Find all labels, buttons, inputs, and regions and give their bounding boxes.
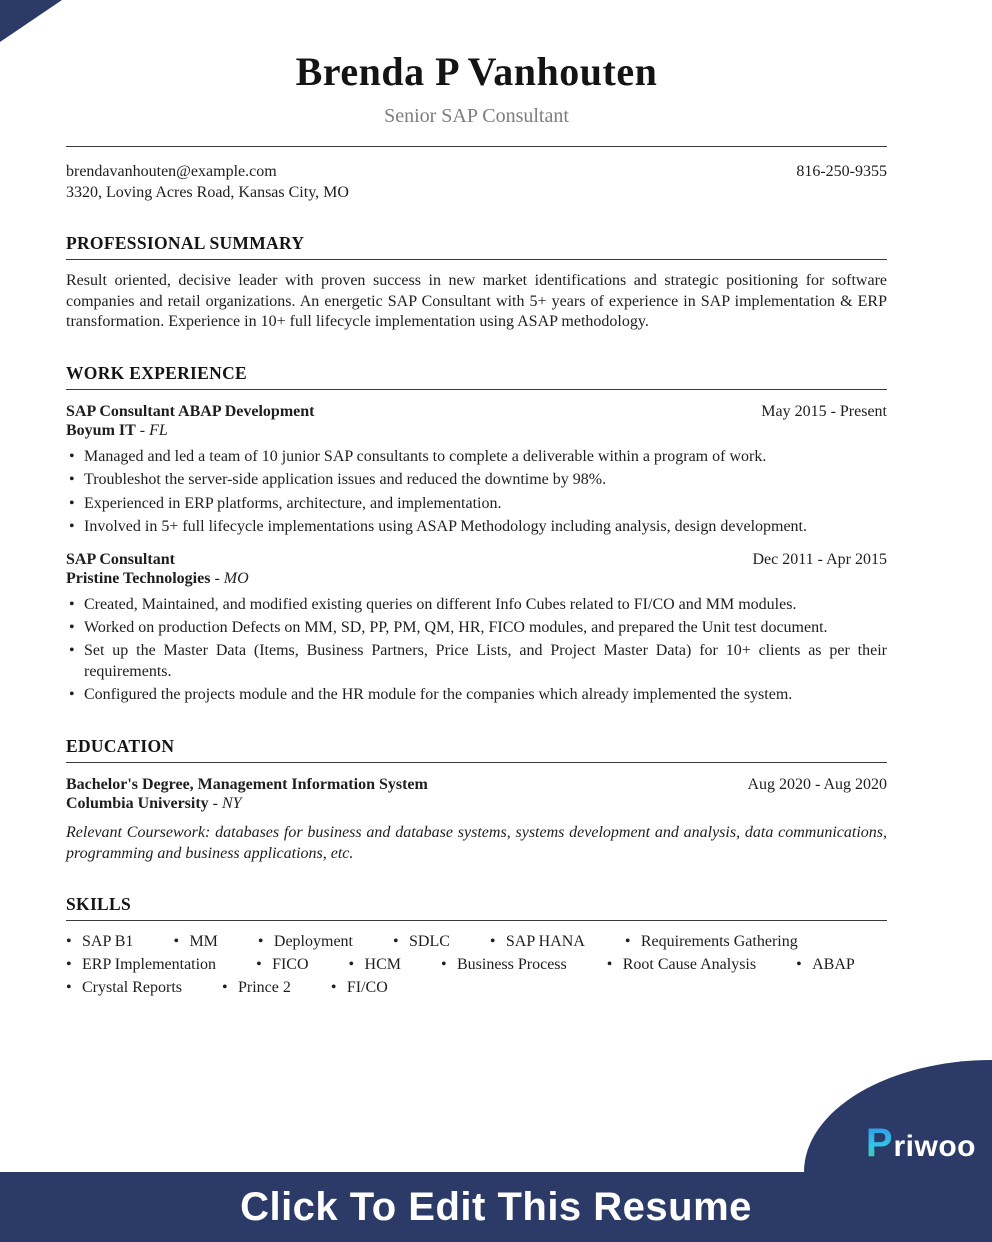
job-dates: May 2015 - Present (761, 402, 887, 420)
school-name: Columbia University (66, 794, 209, 812)
job-bullet: • Set up the Master Data (Items, Business Partners, Price Lists, and Project Master Data) for 10+ clients as per their requirements. (66, 641, 887, 682)
priwoo-logo-text: riwoo (893, 1130, 976, 1163)
job-bullet: • Configured the projects module and the HR module for the companies which already implemented the system. (66, 685, 887, 705)
skills-heading: SKILLS (66, 894, 887, 921)
skill-item: • ABAP (796, 956, 855, 974)
skills-list (66, 933, 887, 997)
job-bullet: • Involved in 5+ full lifecycle implementations using ASAP Methodology including analysis, design development. (66, 517, 887, 537)
separator: - (214, 569, 220, 587)
skill-item: • ERP Implementation (66, 956, 216, 974)
contact-row (66, 161, 887, 203)
skill-item: • HCM (349, 956, 401, 974)
company-line (66, 570, 887, 588)
job-bullet: • Troubleshot the server-side application issues and reduced the downtime by 98%. (66, 470, 887, 490)
job-bullet-list (66, 595, 887, 706)
email-text: brendavanhouten@example.com (66, 163, 277, 180)
skill-item: • Prince 2 (222, 979, 291, 997)
skill-item: • Business Process (441, 956, 567, 974)
education-section (66, 736, 887, 865)
summary-section (66, 233, 887, 332)
job-bullet: • Worked on production Defects on MM, SD, PP, PM, QM, HR, FICO modules, and prepared the Unit test document. (66, 618, 887, 638)
company-line (66, 422, 887, 440)
priwoo-logo-p-icon: P (865, 1121, 893, 1165)
corner-triangle-decoration (0, 0, 62, 42)
phone-text: 816-250-9355 (796, 163, 887, 180)
separator: - (139, 421, 146, 439)
education-head (66, 776, 887, 794)
company-location: MO (223, 569, 249, 587)
job-entry (66, 551, 887, 706)
job-title: SAP Consultant (66, 550, 175, 568)
priwoo-logo[interactable] (865, 1121, 976, 1166)
job-entry (66, 403, 887, 538)
coursework-text: Relevant Coursework: databases for business and database systems, systems development and analysis, data communications, programming and business applications, etc. (66, 823, 887, 862)
skill-item: • Root Cause Analysis (607, 956, 756, 974)
resume-header (66, 48, 887, 128)
education-heading: EDUCATION (66, 736, 887, 763)
candidate-title: Senior SAP Consultant (384, 105, 569, 127)
separator: - (212, 794, 218, 812)
skill-item: • SDLC (393, 933, 450, 951)
skill-item: • SAP HANA (490, 933, 585, 951)
company-location: FL (149, 421, 168, 439)
summary-heading: PROFESSIONAL SUMMARY (66, 233, 887, 260)
address-text: 3320, Loving Acres Road, Kansas City, MO (66, 184, 349, 202)
work-heading: WORK EXPERIENCE (66, 363, 887, 390)
edit-resume-label: Click To Edit This Resume (240, 1184, 752, 1229)
skill-item: • Deployment (258, 933, 353, 951)
edit-resume-button[interactable] (0, 1172, 992, 1242)
corner-circle-decoration (804, 1060, 992, 1172)
skill-item: • FICO (256, 956, 308, 974)
skill-item: • Crystal Reports (66, 979, 182, 997)
skill-item: • SAP B1 (66, 933, 133, 951)
job-title: SAP Consultant ABAP Development (66, 402, 315, 420)
skill-item: • FI/CO (331, 979, 388, 997)
job-bullet-list (66, 447, 887, 538)
school-line (66, 795, 887, 813)
job-bullet: • Experienced in ERP platforms, architecture, and implementation. (66, 494, 887, 514)
work-section (66, 363, 887, 706)
job-head (66, 551, 887, 569)
skill-item: • MM (173, 933, 217, 951)
job-head (66, 403, 887, 421)
job-dates: Dec 2011 - Apr 2015 (752, 550, 887, 568)
summary-text: Result oriented, decisive leader with proven success in new market identifications and strategic positioning for software companies and retail organizations. An energetic SAP Consultant with 5+ years of experience in SAP implementation & ERP transformation. Experience in 10+ full lifecycle implementation using ASAP methodology. (66, 272, 887, 331)
education-dates: Aug 2020 - Aug 2020 (747, 775, 887, 793)
job-bullet: • Managed and led a team of 10 junior SAP consultants to complete a deliverable within a program of work. (66, 447, 887, 467)
degree-title: Bachelor's Degree, Management Information System (66, 775, 428, 793)
candidate-name: Brenda P Vanhouten (295, 49, 658, 94)
school-location: NY (222, 794, 242, 812)
contact-left (66, 161, 349, 203)
company-name: Boyum IT (66, 421, 136, 439)
skills-section (66, 894, 887, 997)
job-bullet: • Created, Maintained, and modified existing queries on different Info Cubes related to FI/CO and MM modules. (66, 595, 887, 615)
company-name: Pristine Technologies (66, 569, 211, 587)
skill-item: • Requirements Gathering (625, 933, 798, 951)
header-divider (66, 146, 887, 147)
education-entry (66, 776, 887, 865)
